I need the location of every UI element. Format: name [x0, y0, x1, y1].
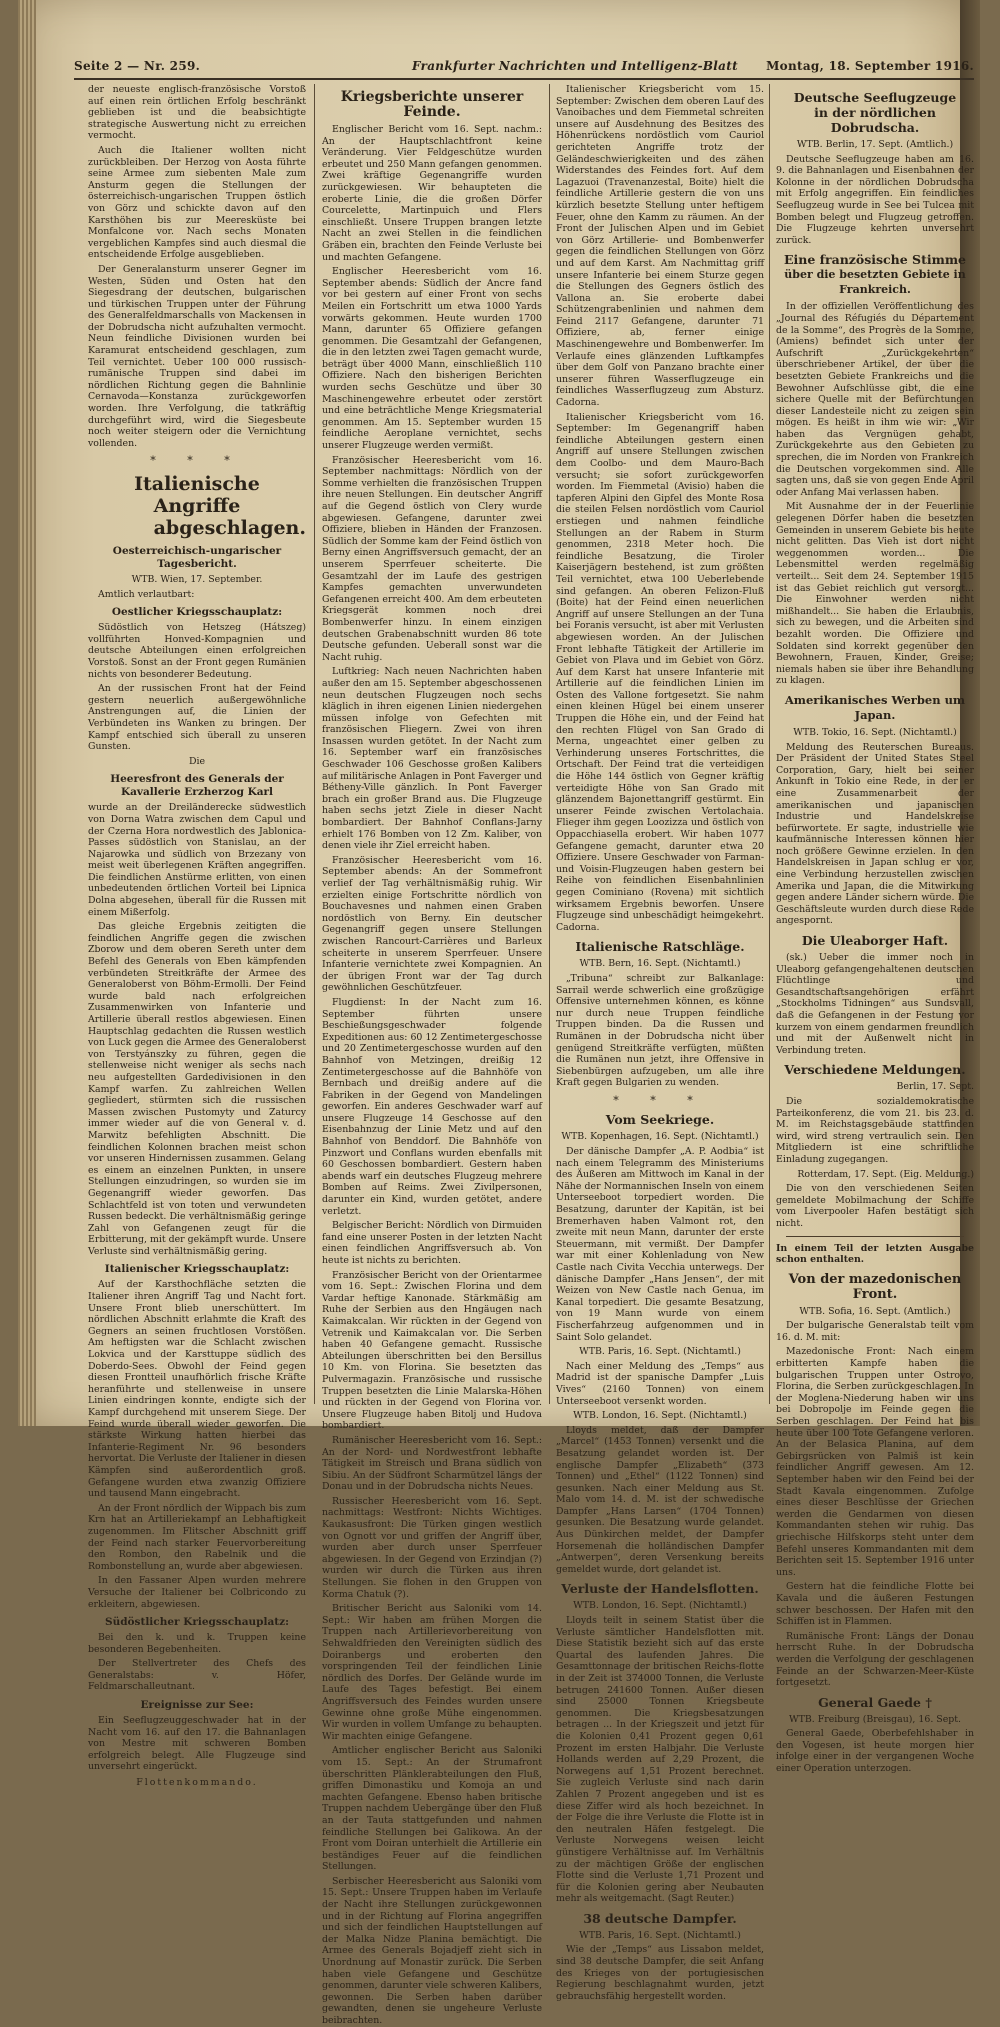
- article-text: Nach einer Meldung des „Temps“ aus Madrid ist der spanische Dampfer „Luis Vives“ (2160 Tonnen) von einem Unterseeboot versenkt worden.: [556, 1360, 764, 1407]
- article-text: Französischer Heeresbericht vom 16. September abends: An der Sommefront verlief der Tag verhältnismäßig ruhig. Wir erzielten einige Fortschritte nördlich von Bouchavesnes und nahmen einen Graben nordöstlich von Berny. Ein deutscher Gegenangriff gegen unsere Stellungen zwischen Rancourt-Carrières und Barleux scheiterte in unserem Sperrfeuer. Unsere Infanterie vernichtete zwei Kompagnien. An der übrigen Front war der Tag durch gewöhnlichen Geschützfeuer.: [322, 854, 542, 994]
- article-text: Wie der „Temps“ aus Lissabon meldet, sind 38 deutsche Dampfer, die seit Anfang des Krieges von der portugiesischen Regierung beschlagnahmt wurden, jetzt gebrauchsfähig hergestellt worden.: [556, 1944, 764, 2002]
- article-text: Bei den k. und k. Truppen keine besonderen Begebenheiten.: [88, 1632, 306, 1655]
- headline-italian-attacks: Italienische Angriffe abgeschlagen.: [134, 473, 306, 539]
- article-text: An der russischen Front hat der Feind gestern neuerlich außergewöhnliche Anstrengungen auf, die Linien der Verbündeten ins Wanken zu bringen. Der Kampf entschied sich überall zu unseren Gunsten.: [88, 683, 306, 753]
- headline-various-news: Verschiedene Meldungen.: [784, 1062, 966, 1078]
- headline-american-japan: Amerikanisches Werben um Japan.: [784, 692, 966, 722]
- headline-french-voice: Eine französische Stimme über die besetzten Gebiete in Frankreich.: [783, 252, 967, 297]
- article-text: General Gaede, Oberbefehlshaber in den Vogesen, ist heute morgen hier infolge einer in der vergangenen Woche einer Operation unterzogen.: [776, 1728, 974, 1775]
- column-rule: [769, 84, 770, 1404]
- article-text: Italienischer Kriegsbericht vom 16. September: Im Gegenangriff haben feindliche Abteilungen gestern einen Angriff auf unsere Stellungen zwischen dem Coolbo- und dem Mauro-Bach versucht; sie sofort zurückgeworfen worden. Im Fiemmetal (Avisio) haben die tapferen Alpini den Gipfel des Monte Rosa die steilen Felsen nordöstlich vom Cauriol erstiegen und nahmen feindliche Stellungen an der Rabem in Sturm genommen, 2318 Meter hoch. Die feindliche Besatzung, die Tiroler Kaiserjägern bestehend, ist zum größten Teil vernichtet, etwa 100 Ueberlebende sind gefangen. An oberen Felizon-Fluß (Boite) hat der Feind einen neuerlichen Angriff auf unsere Stellungen an der Tuna bei Foranis versucht, ist aber mit Verlusten abgewiesen worden. An der Julischen Front lebhafte Tätigkeit der Artillerie im Gebiet von Plava und im Gebiet von Görz. Auf dem Karst hat unsere Infanterie mit Artillerie auf die feindlichen Linien im Osten des Vallone fortgesetzt. Sie nahm einen kleinen Hügel bei einem unserer Truppen die Höhe ein, und der Feind hat den rechten Flügel von San Grado di Merna, ungeachtet einer gelben zu Verhinderung unseres Fortschrittes, die Ortschaft. Der Feind trat die verteidigen die Höhe 144 östlich von Gegner kräftig verteidigte Höhe von San Grado mit glänzendem Bajonettangriff gestürmt. Ein unserer Feinde zwischen Vertolachaia. Flieger ihm gegen Loozizza und östlich von Oppacchiasella erobert. Wir haben 1077 Gefangene gemacht, darunter etwa 20 Offiziere. Unsere Geschwader von Farman- und Voisin-Flugzeugen haben gestern bei Reihe von feindlichen Eisenbahnlinien gegen Cominiano (Rovena) mit sichtlich wirksamem Ergebnis beworfen. Unsere Flugzeuge sind unbeschädigt heimgekehrt. Cadorna.: [556, 411, 764, 933]
- article-text: Französischer Bericht von der Orientarmee vom 16. Sept.: Zwischen Florina und dem Vardar heftige Kanonade. Stärkmäßig am Ruhe der Serbien aus den Hngäugen nach Kaimakcalan. Wir rückten in der Gegend von Vetrenik und Kaimakcalan vor. Die Serben haben 40 Gefangene gemacht. Russische Abteilungen überschritten bei den Bersillus 10 Km. von Florina. Sie besetzten das Pulvermagazin. Französische und russische Truppen besetzten die Linie Malarska-Höhen und rückten in der Gegend von Florina vor. Unsere Flugzeuge haben Bitolj und Hudova bombardiert.: [322, 1269, 542, 1432]
- section-heading: Italienischer Kriegsschauplatz:: [104, 1263, 290, 1276]
- article-text: In den Fassaner Alpen wurden mehrere Versuche der Italiener bei Colbricondo zu erkleitern, abgewiesen.: [88, 1575, 306, 1610]
- article-text: Amtlicher englischer Bericht aus Saloniki vom 15. Sept.: An der Strumafront überschritten Plänklerabteilungen den Fluß, griffen Dimonastiku und Komoja an und machten Gefangene. Ebenso haben britische Truppen nachdem Uebergänge über den Fluß an der Tauta stattgefunden und nahmen feindliche Stellungen bei Galikowa. An der Front vom Doiran unterhielt die Artillerie ein beständiges Feuer auf die feindlichen Stellungen.: [322, 1745, 542, 1873]
- headline-macedonian-front: Von der mazedonischen Front.: [788, 1271, 962, 1302]
- article-text: An der Front nördlich der Wippach bis zum Krn hat an Artilleriekampf an Lebhaftigkeit zugenommen. Im Flitscher Abschnitt griff der Feind nach starker Feuervorbereitung den Rombon, den Rabelnik und die Rombonstellung an, wurde aber abgewiesen.: [88, 1502, 306, 1572]
- article-text: Italienischer Kriegsbericht vom 15. September: Zwischen dem oberen Lauf des Vanoibaches und dem Fiemmetal schreiten unsere auf Ausdehnung des Besitzes des Höhenrückens nordöstlich vom Cauriol gerichteten Angriffe trotz der Geländeschwierigkeiten und des zähen Widerstandes des Feindes fort. Auf dem Lagazuoi (Travenanzestal, Boite) hielt die feindliche Artillerie gestern die von uns kürzlich besetzte Stellung unter heftigem Feuer, ohne den Kamm zu räumen. An der Front der Julischen Alpen und im Gebiet von Görz Artillerie- und Bombenwerfer gegen die feindlichen Stellungen von Görz und auf dem Karst. Am Nachmittag griff unsere Infanterie bei einem Sturze gegen die Stellungen des Gegners östlich des Vallona an. Sie eroberte dabei Schützengrabenlinien und nahmen dem Feind 2117 Gefangene, darunter 71 Offiziere, ab, ferner einige Maschinengewehre und Bombenwerfer. Im Verlaufe eines glänzenden Luftkampfes über dem Golf von Panzano brachte einer unserer führen Wasserflugzeuge ein feindliches Wasserflugzeug zum Absturz. Cadorna.: [556, 84, 764, 409]
- article-text: Lloyds teilt in seinem Statist über die Verluste sämtlicher Handelsflotten mit. Diese Statistik bezieht sich auf das erste Quartal des laufenden Jahres. Die Gesamttonnage der britischen Reichs-flotte in der Zeit ist 374000 Tonnen, die Verluste betrugen 241600 Tonnen. Außer diesen sind 25000 Tonnen Kriegsbeute genommen. Die Kriegsbesatzungen betragen ... In der Kriegszeit und jetzt für die Kolonien 0,41 Prozent gegen 0,61 Prozent im ersten Halbjahr. Die Verluste Hollands werden auf 2,29 Prozent, die Norwegens auf 1,51 Prozent berechnet. Sie zugleich Verluste sind nach darin Zahlen 7 Prozent angegeben und ist es diese Ziffer wird als hoch bezeichnet. In der Folge die ihre Verluste die Flotte ist in den neutralen Häfen festgelegt. Die Verluste Norwegens weisen leicht günstigere Verhältnisse auf. Im Verhältnis zu der mächtigen Größe der englischen Flotte sind die Verluste 1,71 Prozent und für die Kolonien gering aber Neubauten mehr als weitgemacht. (Sagt Reuter.): [556, 1615, 764, 1905]
- signature: Flottenkommando.: [136, 1777, 258, 1789]
- article-text: Die von den verschiedenen Seiten gemeldete Mobilmachung der Schiffe vom Liverpooler Hafen bestätigt sich nicht.: [776, 1183, 974, 1229]
- article-text: Amtlich verlautbart:: [98, 588, 195, 600]
- headline-38-steamers: 38 deutsche Dampfer.: [583, 1910, 737, 1926]
- section-heading: Oestlicher Kriegsschauplatz:: [111, 606, 283, 619]
- issue-date: Montag, 18. September 1916.: [766, 59, 974, 73]
- article-text: Serbischer Heeresbericht aus Saloniki vom 15. Sept.: Unsere Truppen haben im Verlaufe der Nacht ihre Stellungen zurückgewonnen und in der Richtung auf Florina angegriffen und sich der feindlichen Hauptstellungen auf der Malka Nidze Planina bemächtigt. Die Armee des Generals Bojadjeff zieht sich in Unordnung auf Monastir zurück. Die Serben haben viele Gefangene und Geschütze genommen, darunter viele schweren Kalibers, gewonnen. Die Serben haben darüber gewandten, denen sie ungeheure Verluste beibrachten.: [322, 1875, 542, 2026]
- article-text: Deutsche Seeflugzeuge haben am 16. 9. die Bahnanlagen und Eisenbahnen der Kolonne in der nördlichen Dobrudscha mit Erfolg angegriffen. Ein feindliches Seeflugzeug wurde in See bei Tulcea mit Bomben belegt und Flugzeug getroffen. Die Flugzeuge kehrten unversehrt zurück.: [776, 153, 974, 246]
- headline-seaplanes: Deutsche Seeflugzeuge in der nördlichen Dobrudscha.: [793, 90, 957, 135]
- article-text: Mit Ausnahme der in der Feuerlinie gelegenen Dörfer haben die besetzten Gemeinden in unserem Gebiete bis heute nicht gelitten. Das Vieh ist dort nicht weggenommen worden... Die Lebensmittel werden regelmäßig verteilt... Seit dem 24. September 1915 ist das Gebiet reichlich gut versorgt... Die Einwohner werden nicht mißhandelt... Sie haben die Erlaubnis, sich zu bewegen, und die Arbeiten sind bezahlt worden. Die Offiziere und Soldaten sind korrekt gegenüber den Bewohnern, Frauen, Kinder, Greise; niemals haben sie über ihre Behandlung zu klagen.: [776, 501, 974, 687]
- column-rule: [549, 84, 550, 1404]
- article-text: Auch die Italiener wollten nicht zurückbleiben. Der Herzog von Aosta führte seine Armee zum siebenten Male zum Ansturm gegen die Stellungen der österreichisch-ungarischen Truppen östlich von Görz und schickte davon auf den Karsthöhen bis zur Meeresküste bei Monfalcone vor. Nach sechs Monaten vergeblichen Kampfes sind auch diesmal die entscheidende Erfolge ausgeblieben.: [88, 144, 306, 261]
- article-text: Der Generalansturm unserer Gegner im Westen, Süden und Osten hat den Siegesdrang der deutschen, bulgarischen und türkischen Truppen unter der Führung des Generalfeldmarschalls von Mackensen in der Dobrudscha nicht aufzuhalten vermocht. Neun feindliche Divisionen wurden bei Karamurat entscheidend geschlagen, zum Teil vernichtet. Ueber 100 000 russisch-rumänische Truppen sind dabei im nördlichen Richtung gegen die Bahnlinie Cernavoda—Konstanza zurückgeworfen worden. Ihre Verfolgung, die tatkräftig durchgeführt wird, wird die Siegesbeute noch weiter steigern oder die Vernichtung vollenden.: [88, 263, 306, 449]
- page-number: Seite 2 — Nr. 259.: [74, 59, 201, 73]
- dateline: WTB. Berlin, 17. Sept. (Amtlich.): [796, 139, 954, 150]
- dateline: WTB. Paris, 16. Sept. (Nichtamtl.): [579, 1929, 741, 1941]
- adjacent-page-edge: [18, 0, 36, 1426]
- article-text: Britischer Bericht aus Saloniki vom 14. Sept.: Wir haben am frühen Morgen die Truppen nach Artillerievorbereitung von Sehwaldfrieden den Vereinigten südlich des Doiranbergs und eroberten den vorspringenden Teil der feindlichen Linie nördlich des Dorfes. Der Gelände wurde im Laufe des Tages befestigt. Bei einem Angriffsversuch des Feindes wurden unsere Gewinne ohne große Mühe eingenommen. Wir wurden in vollem Umfange zu behaupten. Wir machten einige Gefangene.: [322, 1603, 542, 1742]
- article-text: (sk.) Ueber die immer noch in Uleaborg gefangengehaltenen deutschen Flüchtlinge und Gesandtschaftsangehörigen erfährt „Stockholms Tidningen“ aus Sundsvall, daß die Gefangenen in der Festung vor kurzem von einem gendarmen freundlich und mit der Außenwelt nicht in Verbindung treten.: [776, 952, 974, 1056]
- dateline: WTB. Paris, 16. Sept. (Nichtamtl.): [579, 1346, 741, 1358]
- article-note: In einem Teil der letzten Ausgabe schon enthalten.: [776, 1242, 974, 1266]
- dateline: Berlin, 17. Sept.: [896, 1081, 974, 1093]
- headline-merchant-losses: Verluste der Handelsflotten.: [561, 1581, 759, 1597]
- section-heading: Heeresfront des Generals der Kavallerie Erzherzog Karl: [110, 773, 284, 799]
- dateline: WTB. Sofia, 16. Sept. (Amtlich.): [799, 1305, 951, 1317]
- article-text: Flugdienst: In der Nacht zum 16. September führten unsere Beschießungsgeschwader folgende Expeditionen aus: 60 12 Zentimetergeschosse und 20 Zentimetergeschosse wurden auf den Bahnhof von Metzingen, dreißig 12 Zentimetergeschosse auf die Bahnhöfe von Bernbach und dreißig andere auf die Fabriken in der Gegend von Mandelingen geworfen. Ein anderes Geschwader warf auf unsere Flugzeuge 14 Geschosse auf den Eisenbahnzug der Linie Metz und auf den Bahnhof von Benddorf. Die Bahnhöfe von Pinzwort und Conflans wurden ebenfalls mit 60 Geschossen bombardiert. Gestern haben abends warf ein deutsches Flugzeug mehrere Bomben auf Reims. Zwei Zivilpersonen, darunter ein Kind, wurden getötet, andere verletzt.: [322, 996, 542, 1217]
- section-heading: Südöstlicher Kriegsschauplatz:: [105, 1616, 289, 1629]
- headline-naval-war: Vom Seekriege.: [605, 1112, 715, 1128]
- section-separator: * * *: [613, 1093, 707, 1107]
- article-text: wurde an der Dreiländerecke südwestlich von Dorna Watra zwischen dem Capul und der Czerna Hora nordwestlich des Jablonica-Passes südöstlich von Stanislau, an der Najarowka und südlich von Brzezany von meist weit überlegenen Kräften angegriffen. Die feindlichen Anstürme erlitten, von einen unbedeutenden örtlichen Vorteil bei Lipnica Dolna abgesehen, überall für die Russen mit einem Mißerfolg.: [88, 802, 306, 918]
- article-text: Luftkrieg: Nach neuen Nachrichten haben außer den am 15. September abgeschossenen neun deutschen Flugzeugen noch sechs kläglich in ihren eigenen Linien niedergehen müssen infolge von Gefechten mit französischen Fliegern. Zwei von ihren Insassen wurden getötet. In der Nacht zum 16. September warf ein französisches Geschwader 106 Geschosse großen Kalibers auf militärische Anlagen in Pont Faverger und Bétheny-Ville gänzlich. In Pont Faverger brach ein großer Brand aus. Die Flugzeuge haben sechs jetzt Ziele in dieser Nacht bombardiert. Der Bahnhof Conflans-Jarny erhielt 176 Bomben von 12 Zm. Kaliber, von denen viele ihr Ziel erreicht haben.: [322, 666, 542, 852]
- section-separator: * * *: [150, 454, 244, 468]
- article-text: Der bulgarische Generalstab teilt vom 16. d. M. mit:: [776, 1320, 974, 1343]
- article-text: Auf der Karsthochfläche setzten die Italiener ihren Angriff Tag und Nacht fort. Unsere Front blieb unerschüttert. Im nördlichen Abschnitt erlahmte die Kraft des Gegners an seinen fruchtlosen Vorstößen. Am heftigsten war die Schlacht zwischen Lokvica und der Karsttuppe südlich des Doberdo-Sees. Obwohl der Feind gegen diesen Frontteil unaufhörlich frische Kräfte heranführte und stellenweise in unsere Linien eindringen konnte, endigte sich der Kampf durchgehend mit unserem Siege. Der Feind wurde überall wieder geworfen. Die stärkste Wirkung hatten hierbei das Infanterie-Regiment Nr. 96 besonders hervortat. Die Verluste der Italiener in diesen Kämpfen sind außerordentlich groß. Gefangene wurden etwa zwanzig Offiziere und tausend Mann eingebracht.: [88, 1279, 306, 1500]
- column-3: [556, 84, 764, 2002]
- dateline: WTB. Kopenhagen, 16. Sept. (Nichtamtl.): [561, 1131, 759, 1143]
- column-2: [322, 84, 542, 2026]
- article-text: Das gleiche Ergebnis zeitigten die feindlichen Angriffe gegen die zwischen Zborow und dem oberen Sereth unter dem Befehl des Generals von Eben kämpfenden verbündeten Streitkräfte der Armee des Generaloberst von Böhm-Ermolli. Der Feind wurde bald nach erfolgreichen Zusammenwirken von Infanterie und Artillerie überall restlos abgewiesen. Einen Hauptschlag gedachten die Russen westlich von Luck gegen die Armee des Generaloberst von Terstyánszky zu führen, gegen die stellenweise nicht weniger als sechs nach neu aufgestellten Gardedivisionen in den Kampf warfen. Zu zahlreichen Wellen gegliedert, stürmten sich die russischen Massen zwischen Pustomyty und Zaturcy immer wieder auf die von General v. d. Marwitz befehligten Abschnitt. Die feindlichen Kolonnen brachen meist schon vor unseren Hindernissen zusammen. Gelang es einem an einzelnen Punkten, in unsere Stellungen einzudringen, so wurden sie im Gegenangriff wieder geworfen. Das Schlachtfeld ist von toten und verwundeten Russen bedeckt. Die verhältnismäßig geringe Zahl von Gefangenen zeugt für die Erbitterung, mit der gekämpft wurde. Unsere Verluste sind verhältnismäßig gering.: [88, 921, 306, 1257]
- column-4: [776, 84, 974, 1775]
- article-text: In der offiziellen Veröffentlichung des „Journal des Réfugiés du Département de la Somme“, des Progrès de la Somme, (Amiens) befindet sich unter der Aufschrift „Zurückgekehrten“ überschriebener Artikel, der über die besetzten Gebiete Frankreichs und die Bewohner Aufschlüsse gibt, die eine sichere Quelle mit der Befürchtungen dieser Landesteile nicht zu zeigen sein mögen. Es heißt in ihm wie wir: „Wir haben das Vergnügen gehabt, Zurückgekehrte aus den Gebieten zu sprechen, die im Norden von Frankreich die Deutschen vorgekommen sind. Alle sagten uns, daß sie von gegen Ende April oder Anfang Mai verlassen haben.: [776, 301, 974, 498]
- article-text: Französischer Heeresbericht vom 16. September nachmittags: Nördlich von der Somme verhielten die französischen Truppen ihre neuen Stellungen. Ein deutscher Angriff auf die Gegend östlich von Clery wurde abgewiesen. Gefangene, darunter zwei Offiziere, blieben in Händen der Franzosen. Südlich der Somme kam der Feind östlich von Berny einen Angriffsversuch gemacht, der an unserem Sperrfeuer scheiterte. Die Gesamtzahl der im Laufe des gestrigen Kampfes gemachten unverwundeten Gefangenen erreicht 400. Am dem erbeuteten Kriegsgerät kommen noch drei Bombenwerfer hinzu. In einem einzigen deutschen Grabenabschnitt wurden 86 tote Deutsche gefunden. Ueberall sonst war die Nacht ruhig.: [322, 454, 542, 663]
- newspaper-title: Frankfurter Nachrichten und Intelligenz-Blatt: [412, 59, 738, 73]
- dateline: WTB. London, 16. Sept. (Nichtamtl.): [573, 1410, 747, 1422]
- dateline: WTB. Freiburg (Breisgau), 16. Sept.: [788, 1713, 961, 1725]
- article-text: Englischer Heeresbericht vom 16. September abends: Südlich der Ancre fand vor bei gestern auf einer Front von sechs Meilen ein Fortschritt um etwa 1000 Yards vorwärts gekommen. Heute wurden 1700 Mann, darunter 65 Offiziere gefangen genommen. Die Gesamtzahl der Gefangenen, die in den letzten zwei Tagen gemacht wurde, beträgt über 4000 Mann, einschließlich 110 Offiziere. Nach den bisherigen Berichten wurden sechs Geschütze und über 30 Maschinengewehre erbeutet oder zerstört und eine beträchtliche Menge Kriegsmaterial genommen. Am 15. September wurden 15 feindliche Aeroplane vernichtet, sechs unserer Flugzeuge werden vermißt.: [322, 266, 542, 452]
- dateline: WTB. Wien, 17. September.: [131, 574, 263, 585]
- article-text: der neueste englisch-französische Vorstoß auf einen rein örtlichen Erfolg beschränkt geblieben ist und die beabsichtigte strategische Auswertung nicht zu erreichen vermocht.: [88, 84, 306, 142]
- article-text: Lloyds meldet, daß der Dampfer „Marcel“ (1453 Tonnen) versenkt und die Besatzung gelandet worden ist. Der englische Dampfer „Elizabeth“ (373 Tonnen) und „Ethel“ (1122 Tonnen) sind gesunken. Nach einer Meldung aus St. Malo vom 14. d. M. ist der schwedische Dampfer „Hans Larsen“ (1704 Tonnen) gesunken. Die Besatzung wurde gelandet. Aus Dünkirchen meldet, der Dampfer Horsemenah die holländischen Dampfer „Antwerpen“, deren Versenkung bereits gemeldet wurde, dort gelandet ist.: [556, 1424, 764, 1575]
- article-text: Die: [188, 755, 206, 767]
- section-heading: Ereignisse zur See:: [140, 1699, 254, 1712]
- signature: Der Stellvertreter des Chefs des Generalstabs: v. Höfer, Feldmarschalleutnant.: [88, 1658, 306, 1693]
- article-text: Ein Seeflugzeuggeschwader hat in der Nacht vom 16. auf den 17. die Bahnanlagen von Mestre mit schweren Bomben erfolgreich belegt. Alle Flugzeuge sind unversehrt eingerückt.: [88, 1715, 306, 1773]
- divider: [786, 1236, 964, 1237]
- article-text: Rumänischer Heeresbericht vom 16. Sept.: An der Nord- und Nordwestfront lebhafte Tätigkeit im Streisch und Brana südlich von Sibiu. An der Südfront Scharmützel längs der Donau und in der Dobrudscha nichts Neues.: [322, 1434, 542, 1493]
- headline-uleaborg: Die Uleaborger Haft.: [801, 933, 949, 949]
- article-text: Rumänische Front: Längs der Donau herrscht Ruhe. In der Dobrudscha werden die Verfolgung der geschlagenen Feinde an der Schwarzen-Meer-Küste fortgesetzt.: [776, 1630, 974, 1689]
- subheadline: Oesterreichisch-ungarischer Tagesbericht.: [112, 545, 282, 570]
- article-text: Mazedonische Front: Nach einem erbitterten Kampfe haben die bulgarischen Truppen unter Ostrovo, Florina, die Serben zurückgeschlagen. In der Moglena-Niederung haben wir uns bei Dobropolje im Feinde gegen die Serben geschlagen. Der Feind hat bis heute über 100 Tote Gefangene verloren. An der Belasica Planina, auf dem Gebirgsrücken von Palmiš ist kein feindlicher Angriff gewesen. Am 12. September haben wir den Feind bei der Stadt Kavala eingenommen. Zufolge eines dieser Beschlüsse der Griechen werden die Gendarmen von diesen Kommandanten stehen wir ruhig. Das griechische Hilfskorps steht unter dem Befehl unseres Kommandanten mit dem Berichten seit 15. September 1916 unter uns.: [776, 1346, 974, 1578]
- article-text: Belgischer Bericht: Nördlich von Dirmuiden fand eine unserer Posten in der letzten Nacht einen feindlichen Angriffsversuch ab. Von heute ist nichts zu berichten.: [322, 1220, 542, 1266]
- dateline: WTB. Bern, 16. Sept. (Nichtamtl.): [579, 958, 741, 970]
- article-text: „Tribuna“ schreibt zur Balkanlage: Sarrail werde schwerlich eine großzügige Offensive unternehmen können, es könne nur durch neue Truppen feindliche Truppen binden. Da die Russen und Rumänen in der Dobrudscha nicht über genügend Streitkräfte verfügten, müßten die Rumänen nun jetzt, ihre Offensive in Siebenbürgen aufzugeben, um alle ihre Kraft gegen Bulgarien zu wenden.: [556, 972, 764, 1089]
- dateline: WTB. London, 16. Sept. (Nichtamtl.): [573, 1600, 747, 1612]
- article-text: Englischer Bericht vom 16. Sept. nachm.: An der Hauptschlachtfront keine Veränderung. Vier Feldgeschütze wurden erbeutet und 250 Mann gefangen genommen. Zwei kräftige Gegenangriffe wurden zurückgewiesen. Wir behaupteten die eroberte Linie, die die großen Dörfer Courcelette, Martinpuich und Flers einschließt. Unsere Truppen brangen letzte Nacht an zwei Stellen in die feindlichen Gräben ein, brachten den Feinde Verluste bei und machten Gefangene.: [322, 124, 542, 263]
- article-text: Der dänische Dampfer „A. P. Aodbia“ ist nach einem Telegramm des Ministeriums des Äußeren am Mittwoch im Kanal in der Nähe der Normannischen Inseln von einem Unterseeboot torpediert worden. Die Besatzung, darunter der Kapitän, ist bei Bremerhaven haben Valmont rot, den zweite mit neun Mann, darunter der erste Steuermann, mit vermißt. Der Dampfer war mit einer Kohlenladung von New Castle nach Civita Vecchia unterwegs. Der dänische Dampfer „Hans Jensen“, der mit Weizen von New Castle nach Genua, im Kanal torpediert. Die gesamte Besatzung, von 19 Mann wurde von einem Fischerfahrzeug aufgenommen und in Saint Solo gelandet.: [556, 1146, 764, 1343]
- headline-italian-advice: Italienische Ratschläge.: [575, 939, 745, 955]
- headline-general-gaede: General Gaede †: [818, 1694, 932, 1710]
- article-text: Die sozialdemokratische Parteikonferenz, die vom 21. bis 23. d. M. im Reichstagsgebäude stattfinden wird, wird streng vertraulich sein. Den Mitgliedern ist eine schriftliche Einladung zugegangen.: [776, 1095, 974, 1165]
- column-rule: [314, 84, 315, 1404]
- article-text: Gestern hat die feindliche Flotte bei Kavala und die äußeren Festungen schwer beschossen. Der Hafen mit den Schiffen ist in Flammen.: [776, 1581, 974, 1628]
- article-text: Russischer Heeresbericht vom 16. Sept. nachmittags: Westfront: Nichts Wichtiges. Kaukasusfront: Die Türken gingen westlich von Ognott vor und griffen der Angriff über, wurden aber durch unser Sperrfeuer abgewiesen. In der Gegend von Erzindjan (?) wurden wir durch die Türken aus ihren Stellungen. Sie flohen in den Gruppen von Korma Chatuk (?).: [322, 1495, 542, 1600]
- page-header: [74, 56, 974, 80]
- article-text: Meldung des Reuterschen Bureaus. Der Präsident der United States Steel Corporation, Gary, hielt bei seiner Ankunft in Tokio eine Rede, in der er eine Zusammenarbeit der amerikanischen und japanischen Industrie und Handelskreise befürwortete. Er sagte, industrielle wie kaufmännische Interessen können hier noch größere Gewinne erzielen. In den Handelskreisen in Japan schlug er vor, eine Verbindung herzustellen zwischen Amerika und Japan, die die Mitwirkung gegen andere Länder sichern würde. Die Geschäftsleute wurden durch diese Rede angespornt.: [776, 741, 974, 927]
- headline-enemy-reports: Kriegsberichte unserer Feinde.: [340, 89, 524, 120]
- column-1: [88, 84, 306, 1789]
- dateline: WTB. Tokio, 16. Sept. (Nichtamtl.): [793, 726, 957, 738]
- dateline: Rotterdam, 17. Sept. (Eig. Meldung.): [797, 1168, 974, 1180]
- article-text: Südöstlich von Hetszeg (Hátszeg) vollführten Honved-Kompagnien und deutsche Abteilungen einen erfolgreichen Vorstoß. Sonst an der Front gegen Rumänien nichts von besonderer Bedeutung.: [88, 622, 306, 680]
